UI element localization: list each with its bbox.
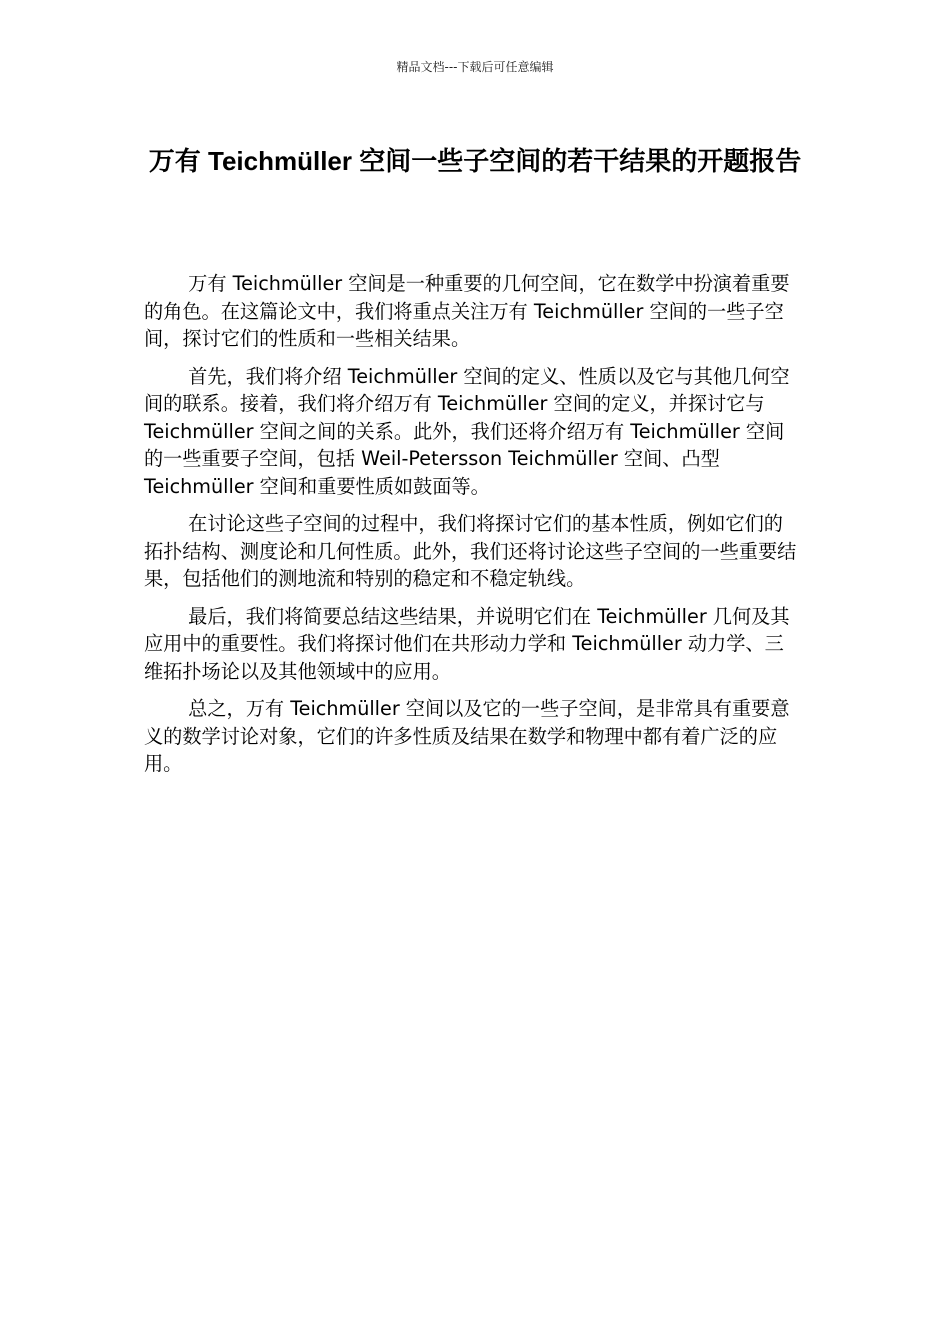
body-paragraph-4: 最后，我们将简要总结这些结果，并说明它们在 Teichmüller 几何及其应用中的重要性。我们将探讨他们在共形动力学和 Teichmüller 动力学、三维拓扑场论以及其他领域中的应用。 [144,604,790,683]
document-body [144,270,800,788]
body-paragraph-3: 在讨论这些子空间的过程中，我们将探讨它们的基本性质，例如它们的拓扑结构、测度论和几何性质。此外，我们还将讨论这些子空间的一些重要结果，包括他们的测地流和特别的稳定和不稳定轨线。 [144,512,797,590]
header-note: 精品文档---下载后可任意编辑 [396,60,554,74]
document-title: 万有 Teichmüller 空间一些子空间的若干结果的开题报告 [148,146,802,176]
body-paragraph-2: 首先，我们将介绍 Teichmüller 空间的定义、性质以及它与其他几何空间的联系。接着，我们将介绍万有 Teichmüller 空间的定义，并探讨它与 Teichmüller 空间之间的关系。此外，我们还将介绍万有 Teichmüller 空间的一些重要子空间，包括 Weil-Petersson Teichmüller 空间、凸型 Teichmüller 空间和重要性质如鼓面等。 [144,364,790,498]
body-paragraph-5: 总之，万有 Teichmüller 空间以及它的一些子空间，是非常具有重要意义的数学讨论对象，它们的许多性质及结果在数学和物理中都有着广泛的应用。 [144,697,790,775]
body-paragraph-1: 万有 Teichmüller 空间是一种重要的几何空间，它在数学中扮演着重要的角色。在这篇论文中，我们将重点关注万有 Teichmüller 空间的一些子空间，探讨它们的性质和一些相关结果。 [144,272,790,350]
